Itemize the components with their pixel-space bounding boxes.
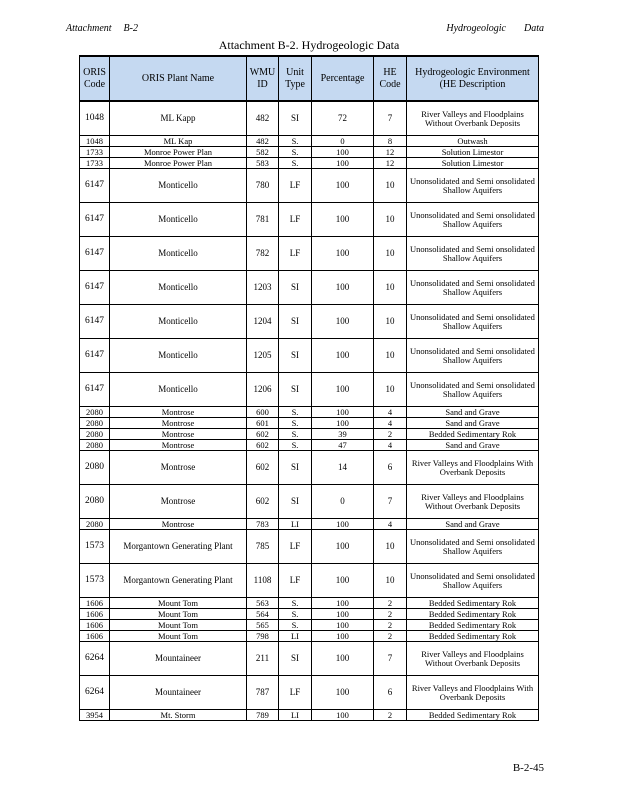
table-row [80,101,539,136]
table-row [80,598,539,609]
he-description-cell: Unonsolidated and Semi onsolidated Shallow Aquifers [407,237,539,271]
page-title: Attachment B-2. Hydrogeologic Data [218,38,400,52]
plant-name-cell: Mount Tom [110,620,247,631]
table-row [80,429,539,440]
plant-name-cell: Montrose [110,429,247,440]
percentage-cell: 100 [312,519,374,530]
he-description-cell: Sand and Grave [407,440,539,451]
he-description-cell: Bedded Sedimentary Rok [407,710,539,721]
he-code-cell: 2 [374,429,407,440]
col-wmu-id-header: WMU ID [247,56,279,101]
wmu-id-cell: 482 [247,136,279,147]
percentage-cell: 72 [312,101,374,136]
oris-code-cell: 6147 [80,339,110,373]
wmu-id-cell: 1108 [247,564,279,598]
he-description-cell: Unonsolidated and Semi onsolidated Shallow Aquifers [407,271,539,305]
unit-type-cell: S. [279,598,312,609]
unit-type-cell: S. [279,147,312,158]
unit-type-cell: SI [279,451,312,485]
plant-name-cell: Mount Tom [110,609,247,620]
plant-name-cell: Monticello [110,305,247,339]
he-code-cell: 10 [374,305,407,339]
col-he-code-header: HE Code [374,56,407,101]
plant-name-cell: Montrose [110,451,247,485]
percentage-cell: 100 [312,710,374,721]
percentage-cell: 100 [312,598,374,609]
unit-type-cell: LI [279,631,312,642]
he-code-cell: 10 [374,339,407,373]
oris-code-cell: 6147 [80,271,110,305]
table-row [80,169,539,203]
percentage-cell: 100 [312,620,374,631]
plant-name-cell: Montrose [110,485,247,519]
plant-name-cell: Monticello [110,339,247,373]
plant-name-cell: Monticello [110,169,247,203]
percentage-cell: 0 [312,485,374,519]
percentage-cell: 0 [312,136,374,147]
he-description-cell: Sand and Grave [407,519,539,530]
he-description-cell: Unonsolidated and Semi onsolidated Shallow Aquifers [407,203,539,237]
table-row [80,642,539,676]
he-code-cell: 12 [374,158,407,169]
he-description-cell: Sand and Grave [407,418,539,429]
oris-code-cell: 6147 [80,169,110,203]
table-row [80,147,539,158]
plant-name-cell: Monticello [110,237,247,271]
wmu-id-cell: 602 [247,429,279,440]
table-row [80,158,539,169]
table-row [80,564,539,598]
percentage-cell: 100 [312,676,374,710]
percentage-cell: 100 [312,564,374,598]
percentage-cell: 14 [312,451,374,485]
col-he-description-header: Hydrogeologic Environment (HE Description [407,56,539,101]
unit-type-cell: S. [279,440,312,451]
unit-type-cell: LI [279,519,312,530]
unit-type-cell: SI [279,642,312,676]
percentage-cell: 100 [312,530,374,564]
wmu-id-cell: 482 [247,101,279,136]
unit-type-cell: S. [279,136,312,147]
he-description-cell: Unonsolidated and Semi onsolidated Shallow Aquifers [407,339,539,373]
wmu-id-cell: 785 [247,530,279,564]
percentage-cell: 100 [312,609,374,620]
oris-code-cell: 2080 [80,451,110,485]
he-description-cell: Solution Limestor [407,158,539,169]
oris-code-cell: 1733 [80,147,110,158]
table-row [80,136,539,147]
wmu-id-cell: 563 [247,598,279,609]
table-row [80,407,539,418]
he-code-cell: 4 [374,407,407,418]
table-row [80,237,539,271]
percentage-cell: 100 [312,631,374,642]
unit-type-cell: SI [279,271,312,305]
wmu-id-cell: 1205 [247,339,279,373]
unit-type-cell: SI [279,373,312,407]
percentage-cell: 100 [312,158,374,169]
he-code-cell: 12 [374,147,407,158]
table-row [80,339,539,373]
oris-code-cell: 1606 [80,598,110,609]
he-code-cell: 8 [374,136,407,147]
he-code-cell: 7 [374,642,407,676]
percentage-cell: 100 [312,642,374,676]
plant-name-cell: Montrose [110,407,247,418]
unit-type-cell: LF [279,676,312,710]
unit-type-cell: SI [279,101,312,136]
he-description-cell: Bedded Sedimentary Rok [407,598,539,609]
wmu-id-cell: 602 [247,451,279,485]
he-code-cell: 6 [374,676,407,710]
he-code-cell: 4 [374,418,407,429]
he-code-cell: 2 [374,620,407,631]
percentage-cell: 100 [312,203,374,237]
oris-code-cell: 1048 [80,136,110,147]
unit-type-cell: S. [279,407,312,418]
table-row [80,418,539,429]
table-row [80,440,539,451]
oris-code-cell: 2080 [80,407,110,418]
wmu-id-cell: 798 [247,631,279,642]
he-code-cell: 10 [374,373,407,407]
he-description-cell: River Valleys and Floodplains Without Overbank Deposits [407,642,539,676]
plant-name-cell: ML Kap [110,136,247,147]
wmu-id-cell: 1203 [247,271,279,305]
table-row [80,676,539,710]
unit-type-cell: LI [279,710,312,721]
wmu-id-cell: 782 [247,237,279,271]
he-description-cell: Outwash [407,136,539,147]
wmu-id-cell: 1206 [247,373,279,407]
wmu-id-cell: 602 [247,440,279,451]
col-percentage-header: Percentage [312,56,374,101]
hydrogeologic-data-table [79,55,539,721]
table-row [80,519,539,530]
plant-name-cell: Montrose [110,418,247,429]
plant-name-cell: Monroe Power Plan [110,147,247,158]
he-code-cell: 2 [374,598,407,609]
header-attachment-label: Attachment [66,23,112,34]
he-description-cell: Unonsolidated and Semi onsolidated Shallow Aquifers [407,305,539,339]
he-description-cell: Unonsolidated and Semi onsolidated Shallow Aquifers [407,169,539,203]
he-code-cell: 2 [374,609,407,620]
oris-code-cell: 2080 [80,429,110,440]
wmu-id-cell: 565 [247,620,279,631]
percentage-cell: 47 [312,440,374,451]
plant-name-cell: Morgantown Generating Plant [110,564,247,598]
he-code-cell: 4 [374,519,407,530]
running-header-left [66,23,150,34]
oris-code-cell: 2080 [80,440,110,451]
wmu-id-cell: 781 [247,203,279,237]
table-body [80,101,539,721]
unit-type-cell: S. [279,620,312,631]
he-description-cell: River Valleys and Floodplains Without Overbank Deposits [407,101,539,136]
table-row [80,271,539,305]
table-row [80,710,539,721]
oris-code-cell: 3954 [80,710,110,721]
percentage-cell: 100 [312,237,374,271]
oris-code-cell: 1606 [80,631,110,642]
oris-code-cell: 2080 [80,418,110,429]
unit-type-cell: S. [279,158,312,169]
percentage-cell: 100 [312,373,374,407]
table-row [80,485,539,519]
wmu-id-cell: 780 [247,169,279,203]
oris-code-cell: 2080 [80,485,110,519]
unit-type-cell: LF [279,203,312,237]
he-code-cell: 4 [374,440,407,451]
plant-name-cell: Monroe Power Plan [110,158,247,169]
header-attachment-id: B-2 [123,23,138,34]
he-description-cell: Unonsolidated and Semi onsolidated Shallow Aquifers [407,530,539,564]
table-row [80,620,539,631]
col-oris-code-header: ORIS Code [80,56,110,101]
unit-type-cell: SI [279,485,312,519]
unit-type-cell: LF [279,530,312,564]
he-code-cell: 6 [374,451,407,485]
table-row [80,373,539,407]
percentage-cell: 100 [312,418,374,429]
plant-name-cell: Mount Tom [110,631,247,642]
plant-name-cell: Montrose [110,440,247,451]
he-description-cell: Bedded Sedimentary Rok [407,631,539,642]
plant-name-cell: Morgantown Generating Plant [110,530,247,564]
unit-type-cell: LF [279,564,312,598]
he-code-cell: 2 [374,710,407,721]
table-row [80,609,539,620]
plant-name-cell: ML Kapp [110,101,247,136]
page-number: B-2-45 [512,762,544,774]
wmu-id-cell: 602 [247,485,279,519]
wmu-id-cell: 583 [247,158,279,169]
unit-type-cell: LF [279,169,312,203]
he-description-cell: Sand and Grave [407,407,539,418]
wmu-id-cell: 783 [247,519,279,530]
he-description-cell: Unonsolidated and Semi onsolidated Shallow Aquifers [407,564,539,598]
percentage-cell: 100 [312,339,374,373]
oris-code-cell: 1573 [80,564,110,598]
col-unit-type-header: Unit Type [279,56,312,101]
he-code-cell: 10 [374,564,407,598]
unit-type-cell: SI [279,305,312,339]
table-row [80,530,539,564]
he-description-cell: River Valleys and Floodplains With Overbank Deposits [407,676,539,710]
percentage-cell: 100 [312,407,374,418]
wmu-id-cell: 601 [247,418,279,429]
he-code-cell: 10 [374,203,407,237]
plant-name-cell: Monticello [110,203,247,237]
oris-code-cell: 6147 [80,203,110,237]
col-plant-name-header: ORIS Plant Name [110,56,247,101]
he-code-cell: 10 [374,530,407,564]
unit-type-cell: LF [279,237,312,271]
wmu-id-cell: 564 [247,609,279,620]
he-code-cell: 10 [374,169,407,203]
oris-code-cell: 1573 [80,530,110,564]
oris-code-cell: 1606 [80,620,110,631]
table-row [80,305,539,339]
oris-code-cell: 6264 [80,676,110,710]
oris-code-cell: 1048 [80,101,110,136]
plant-name-cell: Mountaineer [110,676,247,710]
wmu-id-cell: 582 [247,147,279,158]
header-word-hydrogeologic: Hydrogeologic [446,23,506,34]
he-description-cell: Unonsolidated and Semi onsolidated Shallow Aquifers [407,373,539,407]
table-header [80,56,539,101]
he-description-cell: River Valleys and Floodplains Without Overbank Deposits [407,485,539,519]
unit-type-cell: SI [279,339,312,373]
table-row [80,631,539,642]
he-description-cell: Bedded Sedimentary Rok [407,429,539,440]
he-description-cell: Bedded Sedimentary Rok [407,620,539,631]
oris-code-cell: 1733 [80,158,110,169]
he-code-cell: 10 [374,237,407,271]
plant-name-cell: Montrose [110,519,247,530]
plant-name-cell: Mount Tom [110,598,247,609]
table-row [80,203,539,237]
he-code-cell: 10 [374,271,407,305]
wmu-id-cell: 789 [247,710,279,721]
he-code-cell: 7 [374,101,407,136]
oris-code-cell: 2080 [80,519,110,530]
unit-type-cell: S. [279,418,312,429]
percentage-cell: 100 [312,271,374,305]
plant-name-cell: Mt. Storm [110,710,247,721]
plant-name-cell: Mountaineer [110,642,247,676]
plant-name-cell: Monticello [110,373,247,407]
percentage-cell: 100 [312,169,374,203]
he-code-cell: 7 [374,485,407,519]
wmu-id-cell: 1204 [247,305,279,339]
table-row [80,451,539,485]
wmu-id-cell: 600 [247,407,279,418]
he-description-cell: Solution Limestor [407,147,539,158]
oris-code-cell: 6147 [80,237,110,271]
oris-code-cell: 6264 [80,642,110,676]
percentage-cell: 39 [312,429,374,440]
header-word-data: Data [524,23,544,34]
unit-type-cell: S. [279,609,312,620]
oris-code-cell: 6147 [80,373,110,407]
he-description-cell: River Valleys and Floodplains With Overbank Deposits [407,451,539,485]
percentage-cell: 100 [312,305,374,339]
wmu-id-cell: 211 [247,642,279,676]
percentage-cell: 100 [312,147,374,158]
oris-code-cell: 1606 [80,609,110,620]
oris-code-cell: 6147 [80,305,110,339]
wmu-id-cell: 787 [247,676,279,710]
unit-type-cell: S. [279,429,312,440]
running-header-right [428,23,544,34]
he-code-cell: 2 [374,631,407,642]
plant-name-cell: Monticello [110,271,247,305]
he-description-cell: Bedded Sedimentary Rok [407,609,539,620]
